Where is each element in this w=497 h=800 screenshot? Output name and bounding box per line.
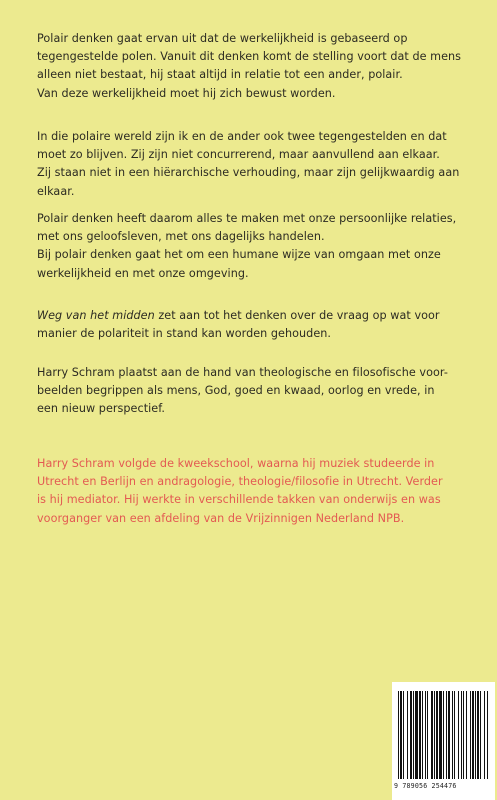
barcode-bar	[422, 691, 423, 779]
book-title: Weg van het midden	[37, 309, 155, 322]
text-line: tegengestelde polen. Vanuit dit denken komt de stelling voort dat de mens	[37, 50, 462, 64]
author-bio	[37, 455, 477, 528]
bio-line: voorganger van een afdeling van de Vrijzinnigen Nederland NPB.	[37, 511, 405, 525]
blurb-paragraph-1	[37, 30, 477, 103]
barcode-bar	[463, 691, 464, 779]
barcode-bar	[487, 691, 488, 779]
text-line: Harry Schram plaatst aan de hand van theologische en filosofische voor-	[37, 366, 448, 379]
barcode-bar	[466, 691, 467, 779]
blurb-paragraph-5	[37, 364, 477, 419]
barcode-number: 9 789056 254476	[394, 782, 457, 790]
barcode	[392, 682, 495, 800]
text-line	[37, 307, 477, 325]
barcode-bar	[398, 691, 399, 779]
barcode-bar	[439, 691, 442, 779]
barcode-bars	[398, 691, 489, 781]
bio-line: Utrecht en Berlijn en andragologie, theologie/filosofie in Utrecht. Verder	[37, 475, 443, 489]
barcode-bar	[407, 691, 408, 779]
text-line: Bij polair denken gaat het om een humane wijze van omgaan met onze	[37, 248, 441, 262]
barcode-bar	[413, 691, 414, 779]
text-line: alleen niet bestaat, hij staat altijd in relatie tot een ander, polair.	[37, 68, 403, 82]
text-line: moet zo blijven. Zij zijn niet concurrerend, maar aanvullend aan elkaar.	[37, 148, 440, 162]
barcode-bar	[461, 691, 462, 779]
barcode-bar	[448, 691, 450, 779]
barcode-bar	[431, 691, 433, 779]
barcode-bar	[410, 691, 412, 779]
barcode-bar	[484, 691, 485, 779]
barcode-bar	[434, 691, 435, 779]
barcode-bar	[427, 691, 428, 779]
barcode-bar	[452, 691, 453, 779]
text-line: Zij staan niet in een hiërarchische verhouding, maar zijn gelijkwaardig aan	[37, 166, 460, 180]
text-line-rest: zet aan tot het denken over de vraag op wat voor	[154, 309, 440, 322]
text-line: werkelijkheid en met onze omgeving.	[37, 266, 249, 280]
text-line: met ons geloofsleven, met ons dagelijks handelen.	[37, 230, 325, 244]
bio-line: Harry Schram volgde de kweekschool, waarna hij muziek studeerde in	[37, 457, 435, 470]
text-line: In die polaire wereld zijn ik en de ander ook twee tegengestelden en dat	[37, 130, 447, 143]
blurb-paragraph-3	[37, 210, 477, 283]
barcode-bar	[454, 691, 455, 779]
barcode-bar	[458, 691, 459, 779]
blurb-paragraph-4	[37, 307, 477, 343]
barcode-bar	[425, 691, 426, 779]
barcode-bar	[472, 691, 474, 779]
text-line: een nieuw perspectief.	[37, 402, 165, 416]
blurb-paragraph-2	[37, 128, 477, 201]
barcode-bar	[419, 691, 421, 779]
barcode-bar	[443, 691, 444, 779]
barcode-bar	[475, 691, 476, 779]
text-line: Van deze werkelijkheid moet hij zich bewust worden.	[37, 86, 336, 100]
text-line: manier de polariteit in stand kan worden gehouden.	[37, 327, 331, 341]
barcode-bar	[415, 691, 418, 779]
text-line: Polair denken gaat ervan uit dat de werkelijkheid is gebaseerd op	[37, 32, 408, 45]
text-line: beelden begrippen als mens, God, goed en kwaad, oorlog en vrede, in	[37, 384, 435, 398]
barcode-bar	[477, 691, 479, 779]
barcode-bar	[480, 691, 481, 779]
barcode-bar	[470, 691, 471, 779]
bio-line: is hij mediator. Hij werkte in verschillende takken van onderwijs en was	[37, 493, 441, 507]
text-line: elkaar.	[37, 184, 75, 198]
barcode-bar	[446, 691, 447, 779]
text-line: Polair denken heeft daarom alles te maken met onze persoonlijke relaties,	[37, 212, 457, 225]
barcode-bar	[436, 691, 438, 779]
barcode-bar	[400, 691, 402, 779]
barcode-bar	[403, 691, 404, 779]
